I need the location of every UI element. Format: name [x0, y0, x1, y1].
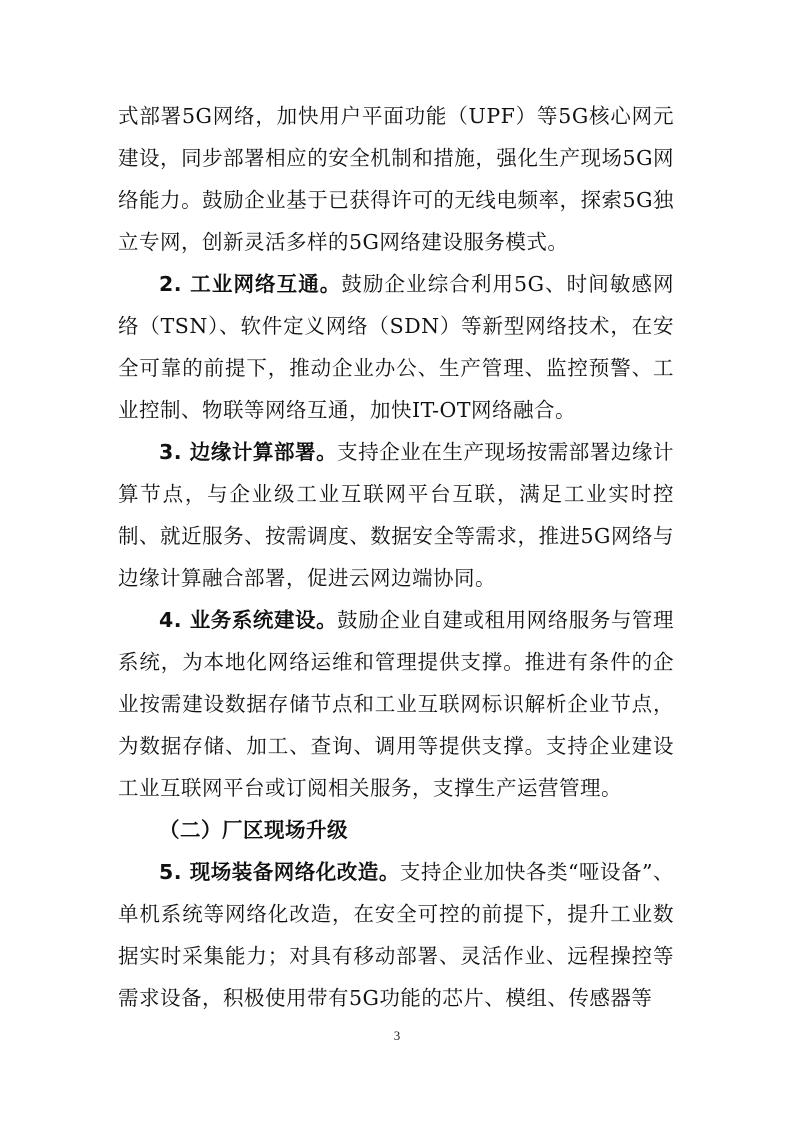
paragraph-heading: 2. 工业网络互通。: [159, 272, 342, 296]
paragraph-continuation: [118, 95, 674, 263]
paragraph-heading: 3. 边缘计算部署。: [159, 440, 338, 464]
paragraph-business-system-construction: [118, 599, 674, 809]
paragraph-text: 支持企业在生产现场按需部署边缘计算节点，与企业级工业互联网平台互联，满足工业实时控制、就近服务、按需调度、数据安全等需求，推进5G网络与边缘计算融合部署，促进云网边端协同。: [118, 440, 674, 590]
paragraph-text: 鼓励企业综合利用5G、时间敏感网络（TSN）、软件定义网络（SDN）等新型网络技术，在安全可靠的前提下，推动企业办公、生产管理、监控预警、工业控制、物联等网络互通，加快IT-OT网络融合。: [118, 272, 674, 422]
paragraph-field-equipment-networking: [118, 851, 674, 1019]
paragraph-heading: 4. 业务系统建设。: [159, 608, 338, 632]
paragraph-heading: 5. 现场装备网络化改造。: [159, 860, 400, 884]
paragraph-text: 式部署5G网络，加快用户平面功能（UPF）等5G核心网元建设，同步部署相应的安全机制和措施，强化生产现场5G网络能力。鼓励企业基于已获得许可的无线电频率，探索5G独立专网，创新灵活多样的5G网络建设服务模式。: [118, 104, 674, 254]
page-number: 3: [393, 1028, 401, 1043]
document-body: [118, 95, 674, 1019]
paragraph-industrial-network-interconnection: [118, 263, 674, 431]
section-heading-plant-site-upgrade: （二）厂区现场升级: [159, 818, 348, 842]
paragraph-edge-computing-deployment: [118, 431, 674, 599]
paragraph-text: 支持企业加快各类“哑设备”、单机系统等网络化改造，在安全可控的前提下，提升工业数据实时采集能力；对具有移动部署、灵活作业、远程操控等需求设备，积极使用带有5G功能的芯片、模组、传感器等: [118, 860, 674, 1010]
paragraph-text: 鼓励企业自建或租用网络服务与管理系统，为本地化网络运维和管理提供支撑。推进有条件的企业按需建设数据存储节点和工业互联网标识解析企业节点，为数据存储、加工、查询、调用等提供支撑。支持企业建设工业互联网平台或订阅相关服务，支撑生产运营管理。: [118, 608, 674, 800]
